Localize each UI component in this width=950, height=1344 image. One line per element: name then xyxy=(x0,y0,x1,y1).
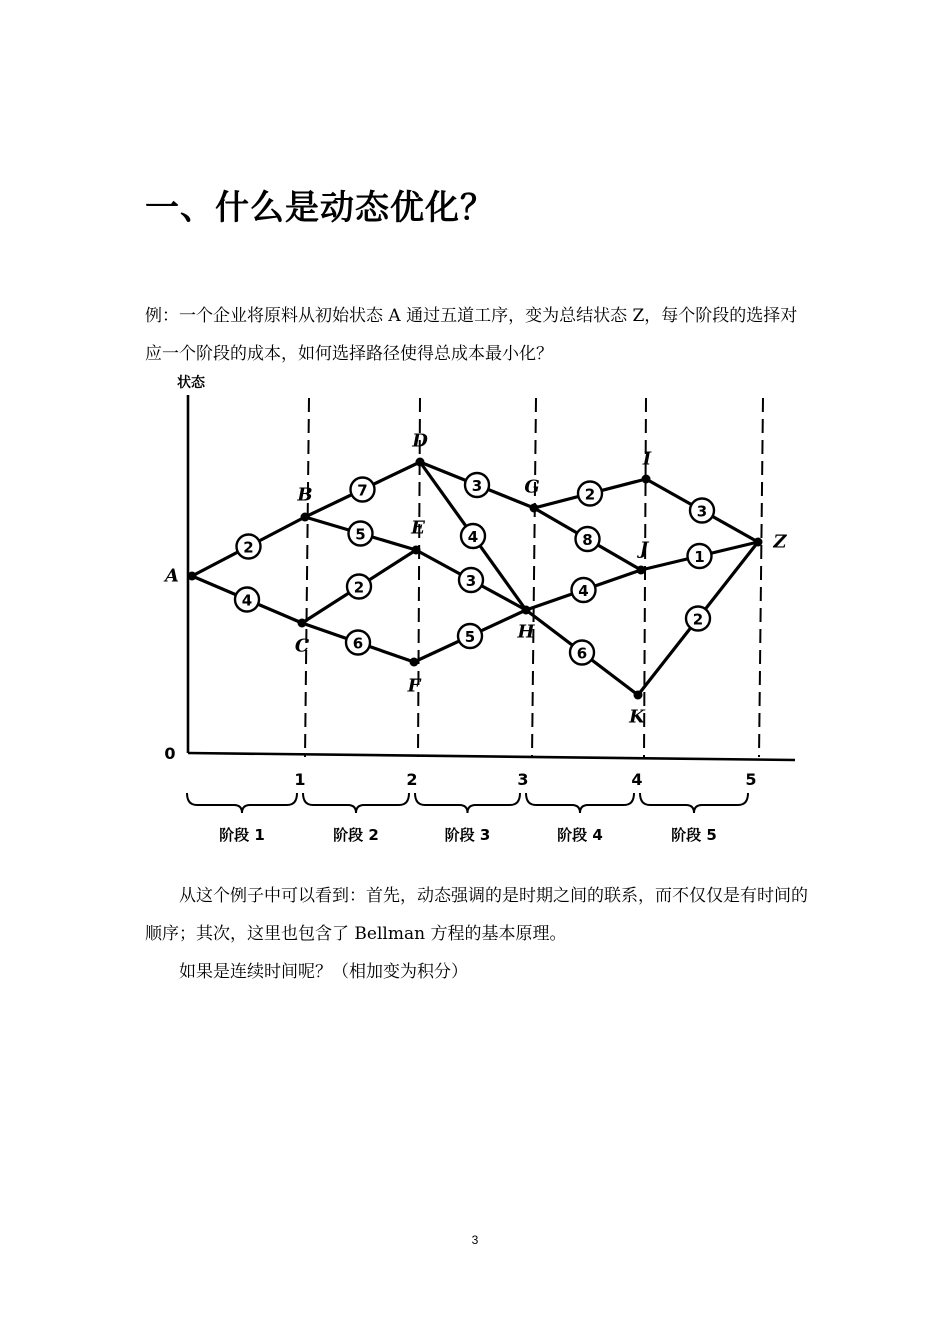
node-label-G: G xyxy=(524,476,540,498)
node-H xyxy=(522,606,531,615)
cost-label-J-Z: 1 xyxy=(694,548,705,566)
stage-divider-3 xyxy=(532,398,536,757)
cost-label-C-E: 2 xyxy=(353,578,365,597)
cost-label-I-Z: 3 xyxy=(696,502,708,521)
cost-label-G-I: 2 xyxy=(584,485,596,504)
stage-label-4: 阶段 4 xyxy=(557,826,603,844)
cost-label-F-H: 5 xyxy=(464,628,476,646)
stage-divider-1 xyxy=(305,398,309,757)
intro-paragraph: 例：一个企业将原料从初始状态 A 通过五道工序，变为总结状态 Z，每个阶段的选择对应一个阶段的成本，如何选择路径使得总成本最小化？ xyxy=(145,306,798,364)
cost-label-B-E: 5 xyxy=(355,525,366,544)
continuous-time-question: 如果是连续时间呢？（相加变为积分） xyxy=(179,962,468,982)
node-label-E: E xyxy=(411,517,425,539)
cost-label-A-C: 4 xyxy=(241,591,253,610)
stage-label-2: 阶段 2 xyxy=(333,826,379,844)
x-axis-line xyxy=(188,753,795,760)
stage-tick-2: 2 xyxy=(406,770,418,789)
cost-label-D-G: 3 xyxy=(471,477,483,495)
node-G xyxy=(530,504,539,513)
page-number: 3 xyxy=(471,1233,479,1247)
stage-label-5: 阶段 5 xyxy=(671,826,717,844)
stage-brace-3 xyxy=(415,793,520,813)
stage-tick-3: 3 xyxy=(517,770,529,789)
node-label-K: K xyxy=(629,706,645,728)
stage-divider-2 xyxy=(418,398,420,757)
stage-tick-4: 4 xyxy=(631,770,643,789)
cost-label-E-H: 3 xyxy=(465,572,477,590)
node-label-H: H xyxy=(517,621,535,643)
axes xyxy=(188,395,795,760)
node-label-I: I xyxy=(642,448,652,470)
stage-divider-5 xyxy=(759,398,763,757)
node-J xyxy=(637,566,646,575)
node-label-Z: Z xyxy=(773,531,787,553)
node-C xyxy=(298,619,307,628)
node-D xyxy=(416,458,425,467)
cost-label-H-J: 4 xyxy=(578,582,589,600)
node-E xyxy=(412,546,421,555)
cost-label-K-Z: 2 xyxy=(692,610,704,629)
stage-tick-5: 5 xyxy=(745,770,757,789)
cost-label-A-B: 2 xyxy=(243,538,254,557)
stage-brace-2 xyxy=(303,793,409,813)
stage-label-1: 阶段 1 xyxy=(219,826,265,844)
node-label-F: F xyxy=(407,675,421,697)
node-B xyxy=(301,513,310,522)
node-Z xyxy=(754,538,763,547)
stage-brace-4 xyxy=(526,793,634,813)
origin-label: 0 xyxy=(164,744,176,763)
stage-tick-1: 1 xyxy=(294,770,306,789)
stage-brace-1 xyxy=(187,793,297,813)
stage-label-3: 阶段 3 xyxy=(444,826,491,844)
section-heading: 一、什么是动态优化？ xyxy=(145,188,495,228)
node-I xyxy=(642,475,651,484)
multistage-network-diagram xyxy=(150,365,810,855)
stage-brace-5 xyxy=(640,793,748,813)
node-F xyxy=(410,658,419,667)
cost-label-D-H: 4 xyxy=(467,528,479,546)
node-label-J: J xyxy=(639,538,649,560)
discussion-paragraph: 从这个例子中可以看到：首先，动态强调的是时期之间的联系，而不仅仅是有时间的顺序；其次，这里也包含了 Bellman 方程的基本原理。 xyxy=(145,886,808,944)
cost-label-H-K: 6 xyxy=(576,644,588,663)
cost-label-C-F: 6 xyxy=(352,634,364,653)
node-label-C: C xyxy=(294,635,310,657)
node-label-A: A xyxy=(165,565,179,587)
node-A xyxy=(188,572,197,581)
y-axis-label: 状态 xyxy=(177,375,205,391)
cost-label-G-J: 8 xyxy=(582,531,593,549)
node-label-B: B xyxy=(297,484,313,506)
node-K xyxy=(634,691,643,700)
node-label-D: D xyxy=(412,430,428,452)
cost-label-B-D: 7 xyxy=(357,481,368,500)
